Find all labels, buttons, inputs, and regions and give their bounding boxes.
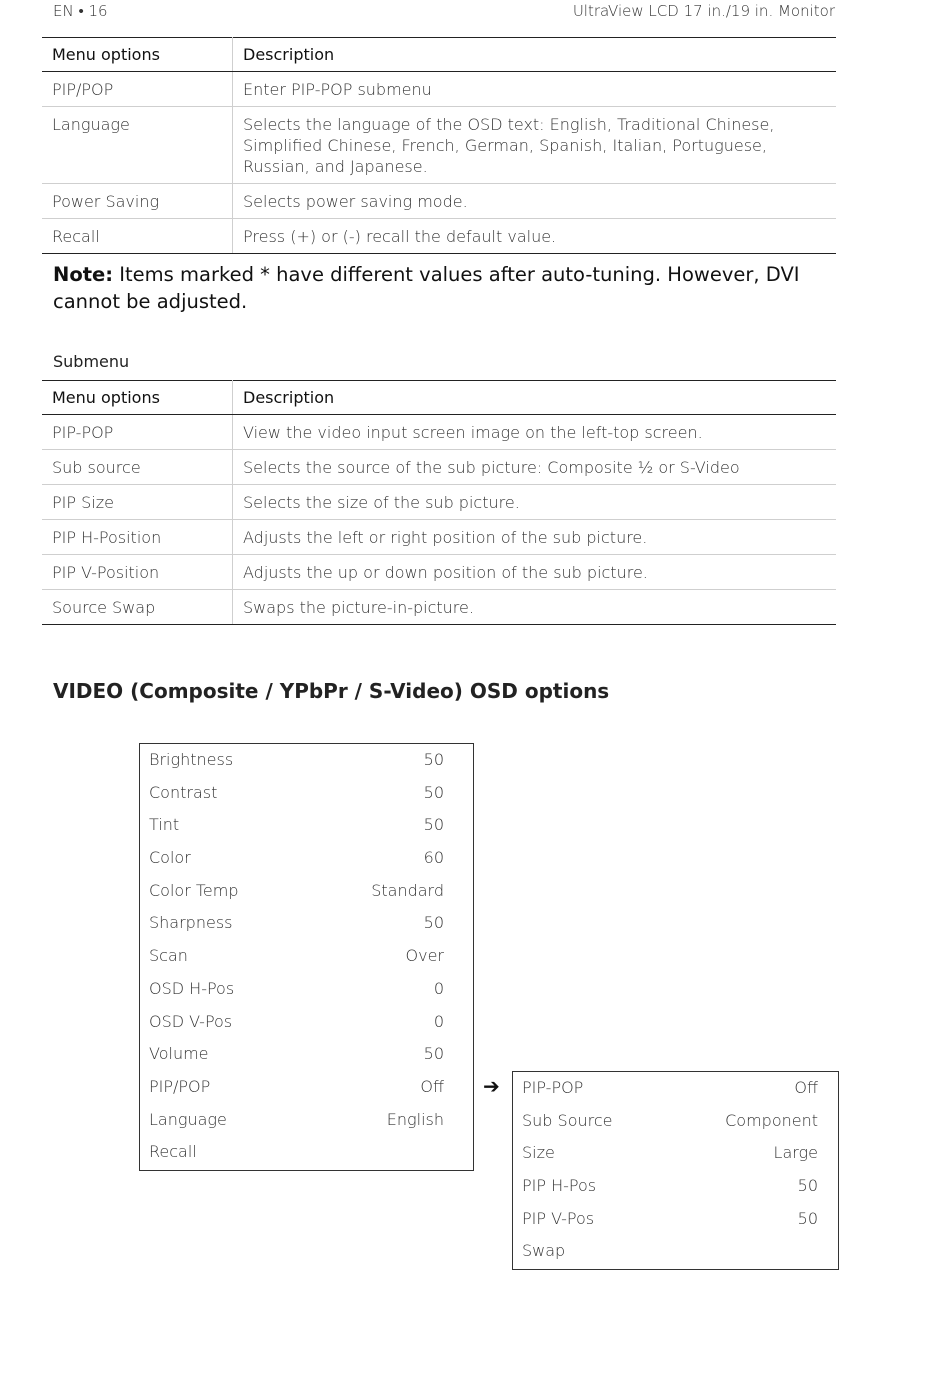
osd-row (513, 1105, 838, 1138)
column-header-description: Description (233, 38, 837, 72)
osd-label: PIP-POP (522, 1078, 584, 1097)
osd-value: Component (725, 1110, 818, 1130)
description-cell: Selects the language of the OSD text: English, Traditional Chinese, Simplified Chinese, French, German, Spanish, Italian, Portuguese, Russian, and Japanese. (233, 107, 837, 184)
table-row (42, 107, 836, 184)
option-cell: Sub source (42, 450, 233, 485)
osd-row (140, 809, 473, 842)
description-cell: Selects the size of the sub picture. (233, 485, 837, 520)
osd-label: OSD H-Pos (149, 978, 235, 998)
table-row (42, 219, 836, 254)
table-row (42, 590, 836, 625)
description-cell: Press (+) or (-) recall the default value. (233, 219, 837, 254)
section-heading: VIDEO (Composite / YPbPr / S-Video) OSD options (53, 679, 610, 703)
osd-value: 50 (797, 1208, 818, 1228)
option-cell: PIP/POP (42, 72, 233, 107)
table-row (42, 555, 836, 590)
osd-row (513, 1170, 838, 1203)
osd-row (140, 973, 473, 1006)
option-cell: PIP-POP (42, 415, 233, 450)
menu-options-table (42, 37, 836, 254)
osd-label: Language (149, 1109, 227, 1129)
description-cell: Adjusts the left or right position of the sub picture. (233, 520, 837, 555)
osd-label: Size (522, 1143, 555, 1163)
osd-label: Color Temp (149, 880, 239, 900)
column-header-options: Menu options (42, 38, 233, 72)
osd-value: 50 (423, 750, 444, 769)
option-cell: PIP Size (42, 485, 233, 520)
osd-row (140, 875, 473, 908)
document-title: UltraView LCD 17 in./19 in. Monitor (572, 2, 835, 20)
osd-label: Contrast (149, 782, 218, 802)
option-cell: Recall (42, 219, 233, 254)
option-cell: Language (42, 107, 233, 184)
osd-value: Over (405, 946, 444, 966)
osd-row (513, 1203, 838, 1236)
description-cell: Selects power saving mode. (233, 184, 837, 219)
option-cell: Source Swap (42, 590, 233, 625)
option-cell: PIP V-Position (42, 555, 233, 590)
table-row (42, 184, 836, 219)
description-cell: Swaps the picture-in-picture. (233, 590, 837, 625)
description-cell: View the video input screen image on the left-top screen. (233, 415, 837, 450)
osd-row (140, 1006, 473, 1039)
option-cell: Power Saving (42, 184, 233, 219)
osd-value: 0 (433, 1011, 444, 1031)
osd-value: 50 (423, 1044, 444, 1064)
osd-label: PIP V-Pos (522, 1208, 595, 1228)
osd-label: Recall (149, 1142, 197, 1162)
table-row (42, 415, 836, 450)
osd-value: Off (794, 1078, 818, 1097)
table-row (42, 72, 836, 107)
osd-row (140, 777, 473, 810)
table-header-row (42, 381, 836, 415)
osd-value: 50 (423, 913, 444, 933)
note-text: Items marked * have different values after auto-tuning. However, DVI cannot be adjusted. (53, 263, 800, 313)
note-label: Note: (53, 263, 114, 286)
table-row (42, 520, 836, 555)
table-row (42, 485, 836, 520)
page-number: EN • 16 (53, 2, 108, 20)
osd-row (140, 744, 473, 777)
osd-row (140, 842, 473, 875)
osd-label: PIP/POP (149, 1076, 211, 1096)
osd-row (140, 940, 473, 973)
submenu-table (42, 380, 836, 625)
description-cell: Selects the source of the sub picture: Composite ½ or S-Video (233, 450, 837, 485)
osd-row (140, 907, 473, 940)
description-cell: Adjusts the up or down position of the sub picture. (233, 555, 837, 590)
osd-value: 50 (423, 815, 444, 835)
osd-value: Off (420, 1076, 444, 1096)
option-cell: PIP H-Position (42, 520, 233, 555)
osd-row (513, 1235, 838, 1268)
submenu-caption: Submenu (53, 352, 130, 371)
description-cell: Enter PIP-POP submenu (233, 72, 837, 107)
osd-value: English (386, 1109, 444, 1129)
osd-value: 50 (423, 782, 444, 802)
osd-label: Sharpness (149, 913, 233, 933)
osd-label: OSD V-Pos (149, 1011, 233, 1031)
osd-label: PIP H-Pos (522, 1176, 597, 1196)
osd-value: Large (773, 1143, 818, 1163)
arrow-right-icon: ➔ (483, 1074, 500, 1098)
osd-value: 50 (797, 1176, 818, 1196)
table-row (42, 450, 836, 485)
osd-label: Scan (149, 946, 188, 966)
osd-label: Color (149, 848, 191, 868)
column-header-options: Menu options (42, 381, 233, 415)
osd-main-menu (139, 743, 474, 1171)
osd-label: Brightness (149, 750, 234, 769)
osd-label: Sub Source (522, 1110, 613, 1130)
osd-row (513, 1072, 838, 1105)
osd-row (140, 1104, 473, 1137)
osd-row (140, 1136, 473, 1169)
osd-label: Tint (149, 815, 180, 835)
note-paragraph (53, 261, 838, 315)
column-header-description: Description (233, 381, 837, 415)
osd-value: Standard (371, 880, 444, 900)
osd-value: 60 (423, 848, 444, 868)
osd-label: Swap (522, 1241, 566, 1261)
osd-row (140, 1071, 473, 1104)
table-header-row (42, 38, 836, 72)
osd-label: Volume (149, 1044, 209, 1064)
osd-value: 0 (433, 978, 444, 998)
osd-row (140, 1038, 473, 1071)
osd-pip-submenu (512, 1071, 839, 1270)
osd-row (513, 1137, 838, 1170)
